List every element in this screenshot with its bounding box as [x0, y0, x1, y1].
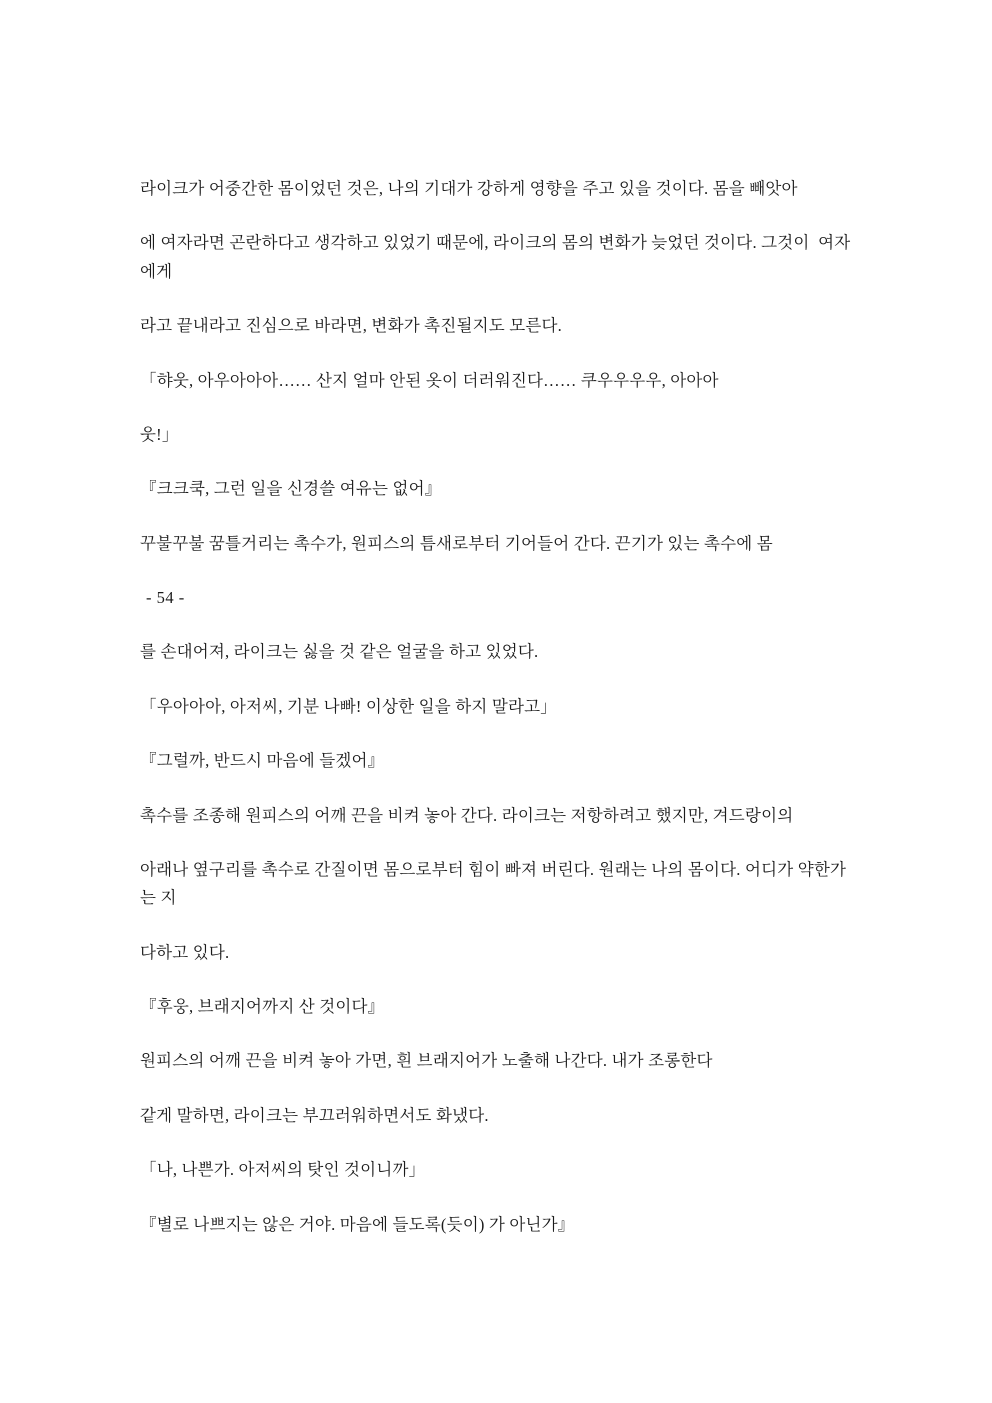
body-paragraph: 촉수를 조종해 원피스의 어깨 끈을 비켜 놓아 간다. 라이크는 저항하려고 했지만, 겨드랑이의: [140, 805, 794, 825]
body-paragraph: 아래나 옆구리를 촉수로 간질이면 몸으로부터 힘이 빠져 버린다. 원래는 나의 몸이다. 어디가 약한가는 지: [140, 859, 847, 908]
body-paragraph: 같게 말하면, 라이크는 부끄러워하면서도 화냈다.: [140, 1105, 489, 1125]
body-paragraph: 꾸불꾸불 꿈틀거리는 촉수가, 원피스의 틈새로부터 기어들어 간다. 끈기가 있는 촉수에 몸: [140, 533, 773, 553]
body-paragraph: 「햐웃, 아우아아아…… 산지 얼마 안된 옷이 더러워진다…… 쿠우우우우, 아아아: [140, 370, 719, 390]
body-paragraph: 를 손대어져, 라이크는 싫을 것 같은 얼굴을 하고 있었다.: [140, 642, 539, 662]
body-paragraph: 원피스의 어깨 끈을 비켜 놓아 가면, 흰 브래지어가 노출해 나간다. 내가 조롱한다: [140, 1051, 713, 1071]
body-paragraph: 『크크쿡, 그런 일을 신경쓸 여유는 없어』: [140, 479, 442, 499]
body-paragraph: 「나, 나쁜가. 아저씨의 탓인 것이니까」: [140, 1160, 426, 1180]
body-paragraph: 『별로 나쁘지는 않은 거야. 마음에 들도록(듯이) 가 아닌가』: [140, 1214, 575, 1234]
page-number: - 54 -: [146, 588, 185, 607]
body-paragraph: 웃!」: [140, 424, 179, 444]
body-paragraph: 「우아아아, 아저씨, 기분 나빠! 이상한 일을 하지 말라고」: [140, 696, 557, 716]
body-paragraph: 『후웅, 브래지어까지 산 것이다』: [140, 997, 385, 1016]
body-paragraph: 다하고 있다.: [140, 942, 230, 962]
body-paragraph: 라이크가 어중간한 몸이었던 것은, 나의 기대가 강하게 영향을 주고 있을 것이다. 몸을 빼앗아: [140, 179, 798, 198]
body-paragraph: 『그럴까, 반드시 마음에 들겠어』: [140, 751, 385, 771]
body-paragraph: 에 여자라면 곤란하다고 생각하고 있었기 때문에, 라이크의 몸의 변화가 늦었던 것이다. 그것이 여자에게: [140, 233, 851, 281]
body-paragraph: 라고 끝내라고 진심으로 바라면, 변화가 촉진될지도 모른다.: [140, 316, 562, 336]
